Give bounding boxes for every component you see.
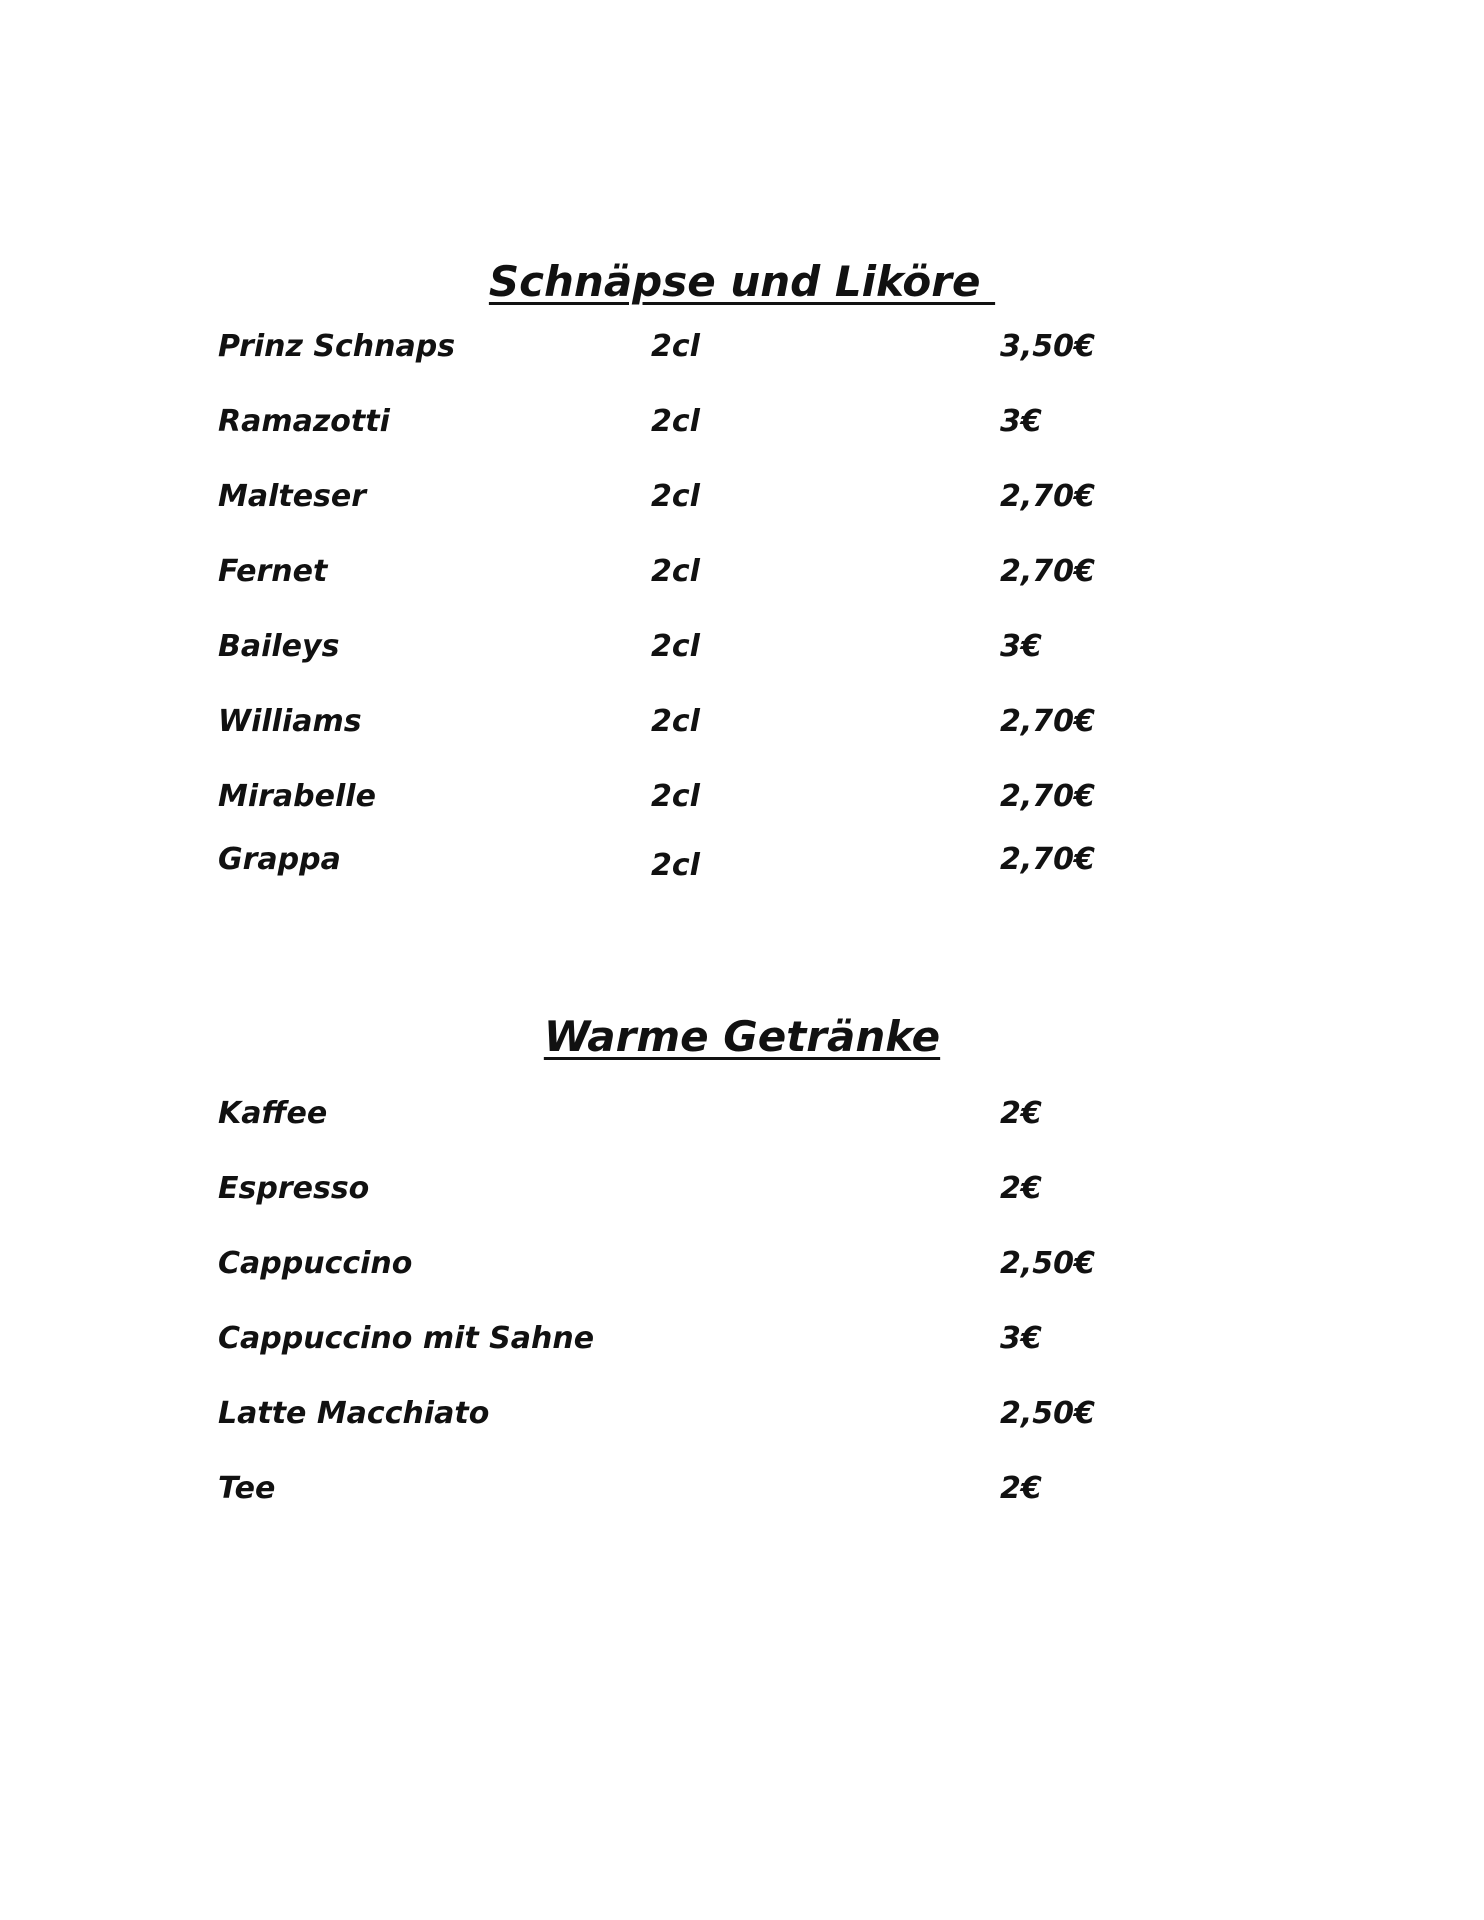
menu-item — [0, 550, 1484, 594]
item-size: 2cl — [651, 554, 700, 589]
item-name: Cappuccino mit Sahne — [218, 1321, 595, 1356]
item-price: 2,70€ — [1000, 479, 1095, 514]
item-size: 2cl — [651, 629, 700, 664]
item-name: Williams — [218, 704, 362, 739]
item-name: Latte Macchiato — [218, 1396, 490, 1431]
item-price: 2,70€ — [1000, 554, 1095, 589]
item-size: 2cl — [651, 329, 700, 364]
item-name: Kaffee — [218, 1096, 328, 1131]
item-price: 2€ — [1000, 1171, 1042, 1206]
item-price: 2€ — [1000, 1096, 1042, 1131]
menu-item — [0, 475, 1484, 519]
item-price: 2,50€ — [1000, 1396, 1095, 1431]
item-price: 3,50€ — [1000, 329, 1095, 364]
item-price: 3€ — [1000, 629, 1042, 664]
item-name: Tee — [218, 1471, 276, 1506]
section-title-warme-getraenke: Warme Getränke — [543, 1012, 941, 1061]
item-name: Espresso — [218, 1171, 370, 1206]
item-name: Ramazotti — [218, 404, 390, 439]
menu-item — [0, 838, 1484, 882]
menu-item — [0, 1092, 1484, 1136]
item-price: 2,50€ — [1000, 1246, 1095, 1281]
item-price: 2,70€ — [1000, 779, 1095, 814]
menu-item — [0, 775, 1484, 819]
item-size: 2cl — [651, 704, 700, 739]
item-name: Baileys — [218, 629, 340, 664]
menu-item — [0, 1317, 1484, 1361]
item-name: Prinz Schnaps — [218, 329, 456, 364]
item-name: Malteser — [218, 479, 367, 514]
item-name: Cappuccino — [218, 1246, 413, 1281]
menu-item — [0, 1467, 1484, 1511]
menu-item — [0, 1167, 1484, 1211]
item-price: 3€ — [1000, 1321, 1042, 1356]
menu-item — [0, 1392, 1484, 1436]
item-price: 2,70€ — [1000, 704, 1095, 739]
item-size: 2cl — [651, 779, 700, 814]
item-name: Grappa — [218, 842, 341, 877]
menu-item — [0, 625, 1484, 669]
item-price: 2,70€ — [1000, 842, 1095, 877]
item-price: 3€ — [1000, 404, 1042, 439]
section-title-schnaepse: Schnäpse und Liköre — [488, 257, 996, 306]
item-size: 2cl — [651, 848, 700, 883]
item-size: 2cl — [651, 479, 700, 514]
menu-item — [0, 700, 1484, 744]
menu-item — [0, 400, 1484, 444]
menu-item — [0, 1242, 1484, 1286]
menu-item — [0, 325, 1484, 369]
item-name: Mirabelle — [218, 779, 376, 814]
item-name: Fernet — [218, 554, 328, 589]
item-price: 2€ — [1000, 1471, 1042, 1506]
item-size: 2cl — [651, 404, 700, 439]
